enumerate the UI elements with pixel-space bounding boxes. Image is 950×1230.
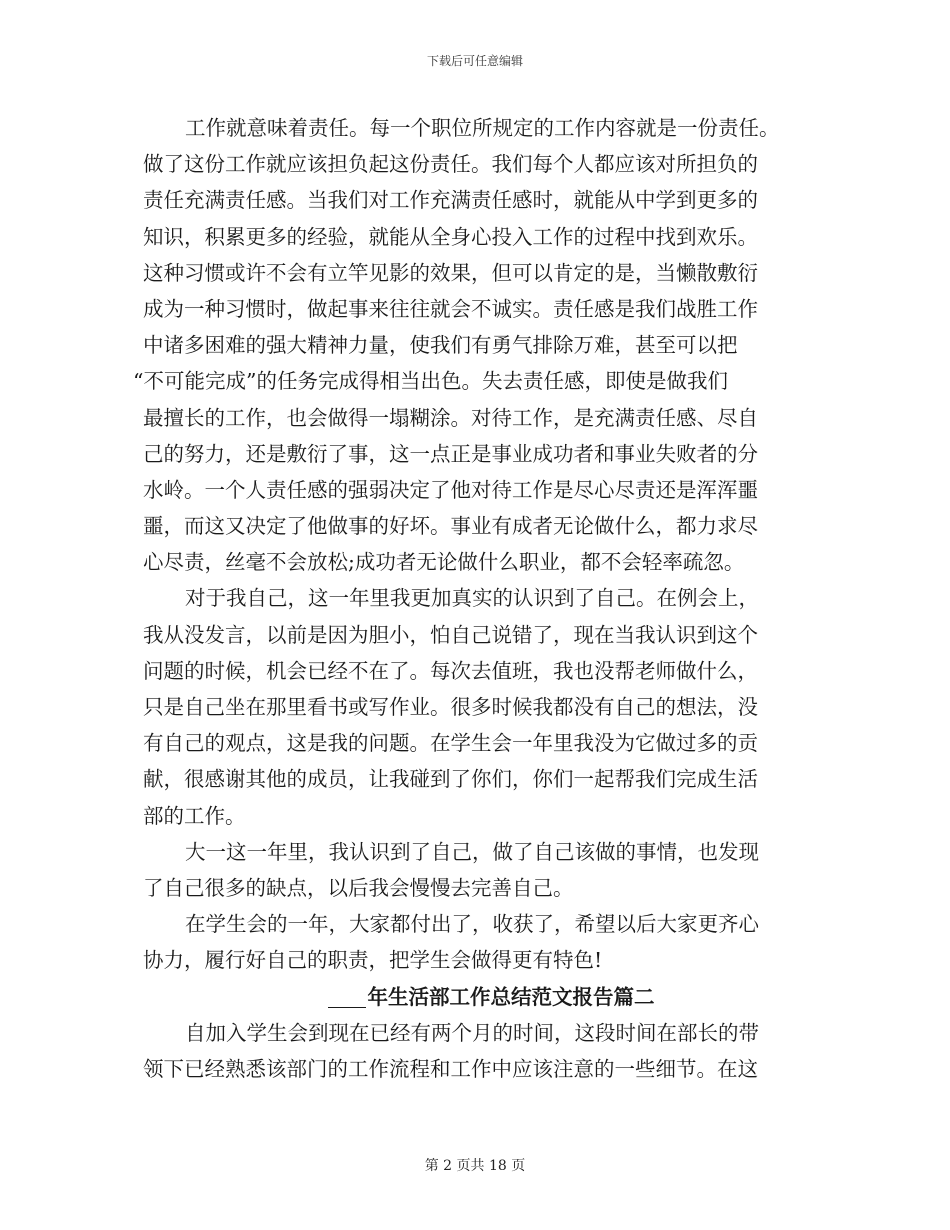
paragraph-line: 责任充满责任感。当我们对工作充满责任感时，就能从中学到更多的: [143, 188, 758, 213]
paragraph-line: 己的努力，还是敷衍了事，这一点正是事业成功者和事业失败者的分: [143, 441, 758, 466]
paragraph-line: 做了这份工作就应该担负起这份责任。我们每个人都应该对所担负的: [143, 152, 758, 177]
paragraph-line: 了自己很多的缺点，以后我会慢慢去完善自己。: [143, 875, 574, 900]
paragraph-line: 部的工作。: [143, 803, 246, 828]
paragraph-line: 有自己的观点，这是我的问题。在学生会一年里我没为它做过多的贡: [143, 731, 758, 756]
paragraph-line: 在学生会的一年，大家都付出了，收获了，希望以后大家更齐心: [185, 912, 759, 937]
paragraph-line: 领下已经熟悉该部门的工作流程和工作中应该注意的一些细节。在这: [143, 1056, 758, 1081]
paragraph-line: 大一这一年里，我认识到了自己，做了自己该做的事情，也发现: [185, 839, 759, 864]
section-heading: [143, 979, 809, 1015]
paragraph-line: 心尽责，丝毫不会放松;成功者无论做什么职业，都不会轻率疏忽。: [143, 550, 745, 575]
paragraph-line: 自加入学生会到现在已经有两个月的时间，这段时间在部长的带: [185, 1020, 759, 1045]
paragraph-line: 水岭。一个人责任感的强弱决定了他对待工作是尽心尽责还是浑浑噩: [143, 477, 758, 502]
document-body: [133, 110, 809, 1087]
paragraph-line: 协力，履行好自己的职责，把学生会做得更有特色!: [143, 948, 603, 973]
paragraph-line: 献，很感谢其他的成员，让我碰到了你们，你们一起帮我们完成生活: [143, 767, 758, 792]
paragraph-line: 知识，积累更多的经验，就能从全身心投入工作的过程中找到欢乐。: [143, 224, 758, 249]
paragraph-line: 只是自己坐在那里看书或写作业。很多时候我都没有自己的想法，没: [143, 695, 758, 719]
paragraph-line: 对于我自己，这一年里我更加真实的认识到了自己。在例会上，: [185, 586, 759, 611]
page-header: 下载后可任意编辑: [426, 54, 523, 68]
paragraph-line: 最擅长的工作，也会做得一塌糊涂。对待工作，是充满责任感、尽自: [143, 405, 758, 430]
paragraph-line: 噩，而这又决定了他做事的好坏。事业有成者无论做什么，都力求尽: [143, 514, 758, 539]
section-heading-text: 年生活部工作总结范文报告篇二: [367, 984, 655, 1009]
page-footer: 第 2 页共 18 页: [424, 1158, 526, 1174]
paragraph-line: 中诸多困难的强大精神力量，使我们有勇气排除万难，甚至可以把: [143, 333, 738, 358]
paragraph-line: 成为一种习惯时，做起事来往往就会不诚实。责任感是我们战胜工作: [143, 296, 758, 321]
heading-blank: [328, 983, 366, 1008]
paragraph-line: 这种习惯或许不会有立竿见影的效果，但可以肯定的是，当懒散敷衍: [143, 260, 758, 285]
paragraph-line: 问题的时候，机会已经不在了。每次去值班，我也没帮老师做什么，: [143, 658, 758, 683]
paragraph-line: “不可能完成”的任务完成得相当出色。失去责任感，即使是做我们: [133, 369, 728, 394]
paragraph-line: 我从没发言，以前是因为胆小，怕自己说错了，现在当我认识到这个: [143, 622, 758, 647]
paragraph-line: 工作就意味着责任。每一个职位所规定的工作内容就是一份责任。: [185, 116, 780, 140]
